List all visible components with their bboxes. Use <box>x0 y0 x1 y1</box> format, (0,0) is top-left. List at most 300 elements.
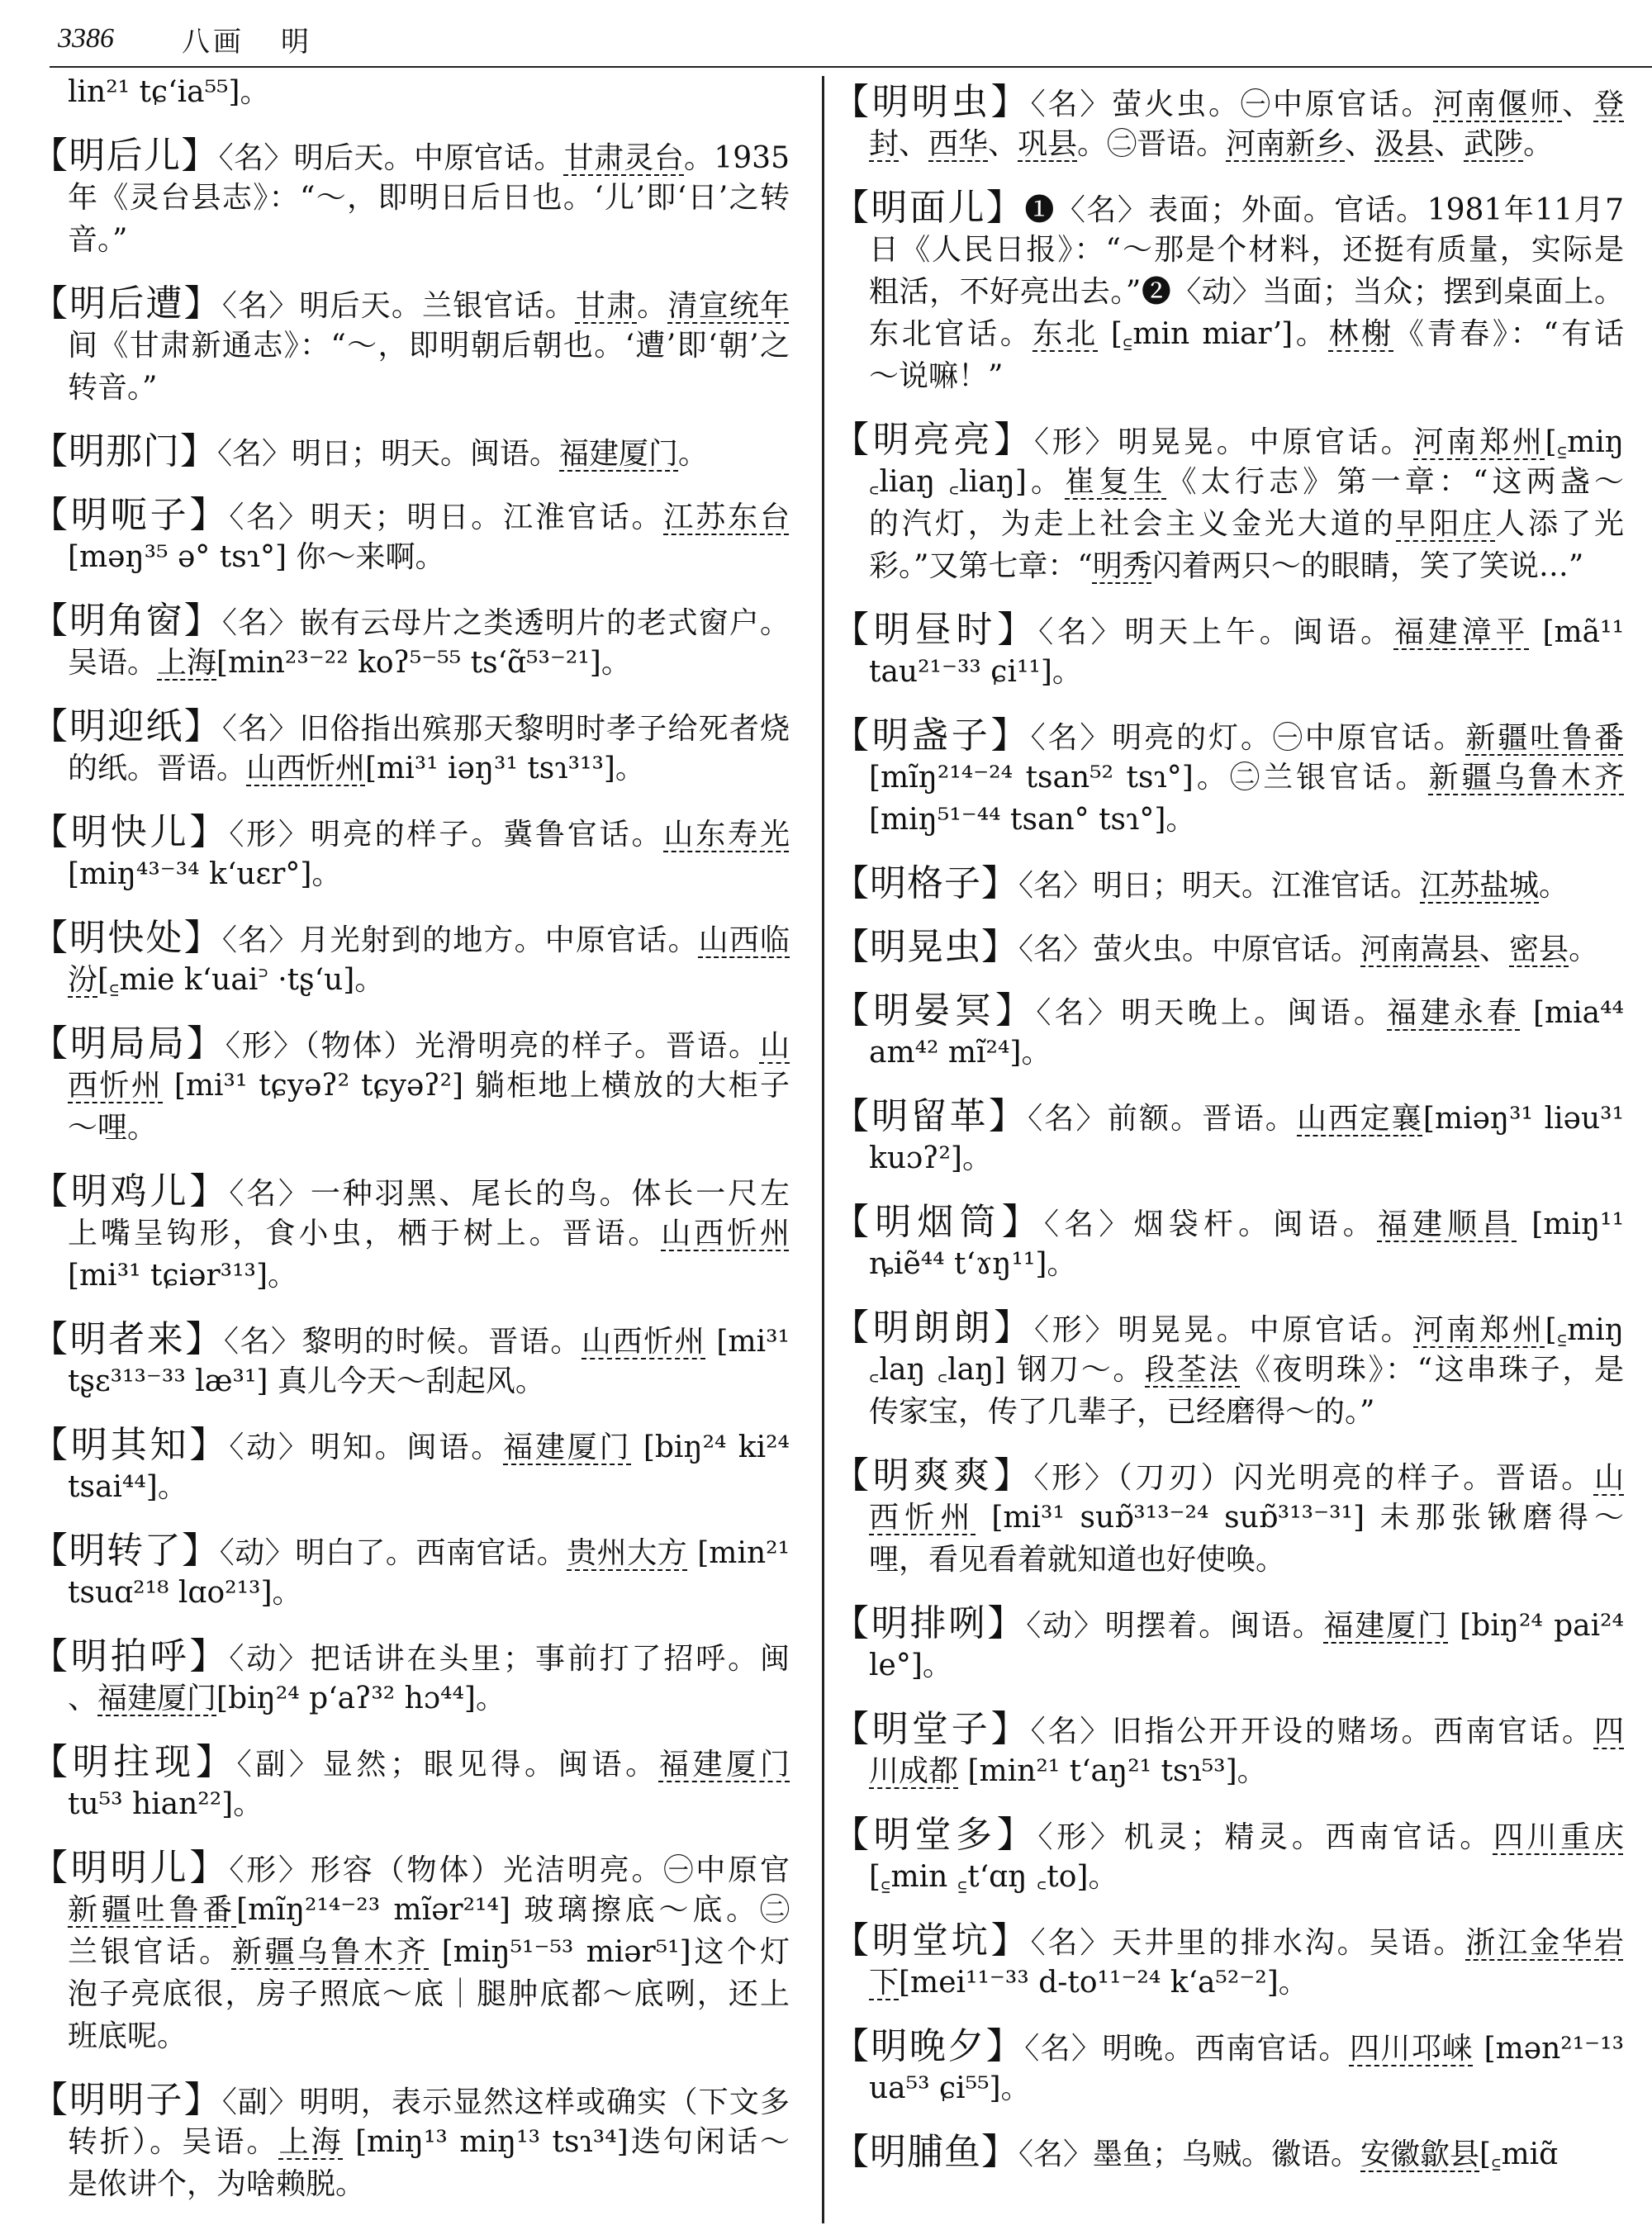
definition-text: [məŋ³⁵ ə° tsɿ°] 你～来啊。 <box>68 540 445 574</box>
headword: 【明烟筒】 <box>833 1201 1044 1243</box>
dictionary-entry <box>31 917 790 1001</box>
entry-line <box>31 1107 790 1149</box>
headword: 【明晃虫】 <box>833 926 1018 968</box>
place-name: 福建永春 <box>1387 996 1521 1030</box>
entry-line <box>31 811 790 853</box>
entry-line <box>31 1530 790 1572</box>
definition-text: [mi³¹ iəŋ³¹ tsɿ³¹³]。 <box>365 752 645 785</box>
entry-line <box>833 229 1624 271</box>
definition-text: 。1935 <box>684 141 790 175</box>
entry-line <box>833 1856 1624 1898</box>
definition-text: [biŋ²⁴ pai²⁴ <box>1448 1609 1624 1643</box>
place-name: 山西忻州 <box>582 1325 706 1359</box>
definition-text: [꜁miŋ <box>1545 425 1624 459</box>
place-name: 贵州大方 <box>567 1536 688 1570</box>
definition-text: [mi³¹ suɒ̃³¹³⁻²⁴ suɒ̃³¹³⁻³¹] 未那张锹磨得～ <box>976 1501 1624 1535</box>
headword: 【明那门】 <box>31 430 217 472</box>
dictionary-entry <box>833 714 1624 841</box>
entry-line <box>833 714 1624 757</box>
entry-line <box>833 187 1624 229</box>
headword: 【明快儿】 <box>31 811 230 853</box>
entry-line <box>31 1847 790 1889</box>
place-name: 江苏盐城 <box>1420 869 1540 903</box>
entry-line <box>31 1635 790 1677</box>
definition-text: lin²¹ tɕʻia⁵⁵]。 <box>68 75 270 109</box>
dictionary-entry <box>31 2079 790 2205</box>
place-name: 上海 <box>157 646 217 680</box>
place-name: 新疆乌鲁木齐 <box>1428 761 1624 795</box>
place-name: 巩县 <box>1018 127 1078 161</box>
place-name: 河南新乡 <box>1226 127 1346 161</box>
definition-text: 〈形〉明晃晃。中原官话。 <box>1033 425 1414 459</box>
headword: 【明角窗】 <box>31 600 222 642</box>
place-name: 山 <box>1593 1461 1624 1495</box>
headword: 【明快处】 <box>31 917 222 959</box>
entry-line <box>31 2163 790 2205</box>
stroke-section: 八画 <box>182 25 244 59</box>
definition-text: 转音。” <box>68 371 158 405</box>
entry-line <box>833 1497 1624 1539</box>
definition-text: tau²¹⁻³³ ɕi¹¹]。 <box>869 655 1082 689</box>
definition-text: 、 <box>988 127 1018 161</box>
definition-text: [biŋ²⁴ ki²⁴ <box>631 1431 790 1464</box>
entry-line <box>31 1889 790 1931</box>
definition-text: [mia⁴⁴ <box>1520 996 1624 1030</box>
entry-line <box>833 651 1624 693</box>
entry-line <box>833 1307 1624 1349</box>
definition-text: 〈名〉明日；明天。江淮官话。 <box>1018 869 1421 903</box>
entry-line <box>833 2067 1624 2109</box>
definition-text: 。㊁晋语。 <box>1077 127 1227 161</box>
entry-line <box>833 1708 1624 1750</box>
place-name: 封 <box>869 127 900 161</box>
dictionary-entry <box>31 1022 790 1149</box>
definition-text: [mən²¹⁻¹³ <box>1473 2032 1624 2066</box>
definition-text: 〈名〉明天晚上。闽语。 <box>1036 996 1388 1030</box>
definition-text: kuɔʔ²]。 <box>869 1141 992 1175</box>
entry-line <box>833 1137 1624 1179</box>
definition-text: 是侬讲个，为啥赖脱。 <box>68 2167 366 2201</box>
place-name: 汲县 <box>1374 127 1435 161</box>
place-name: 登 <box>1593 88 1624 121</box>
definition-text: 〈名〉一种羽黑、尾长的鸟。体长一尺左 <box>229 1177 790 1211</box>
definition-text: [min²¹ <box>687 1536 790 1570</box>
entry-line <box>31 1677 790 1720</box>
definition-text: 《夜明珠》：“这串珠子，是 <box>1240 1353 1624 1387</box>
definition-text: 泡子亮底很，房子照底～底｜腿肿底都～底咧，还上 <box>68 1977 790 2011</box>
place-name: 山西临 <box>698 923 790 957</box>
headword: 【明鸡儿】 <box>31 1170 230 1212</box>
entry-line <box>833 1201 1624 1243</box>
entry-line <box>31 367 790 409</box>
entry-line <box>833 81 1624 123</box>
definition-text: [miŋ¹¹ <box>1517 1208 1624 1241</box>
place-name: 川成都 <box>869 1754 959 1788</box>
place-name: 甘肃灵台 <box>563 141 685 175</box>
definition-text: [miŋ⁵¹⁻⁵³ miər⁵¹]这个灯 <box>429 1935 790 1969</box>
headword: 【明面儿】 <box>833 187 1025 229</box>
entry-line <box>833 862 1624 904</box>
definition-text: 〈名〉月光射到的地方。中原官话。 <box>221 923 699 957</box>
dictionary-entry <box>31 282 790 409</box>
place-name: 福建漳平 <box>1393 615 1530 649</box>
definition-text: tʂɛ³¹³⁻³³ læ³¹] 真儿今天～刮起风。 <box>68 1364 545 1398</box>
definition-text: ～哩。 <box>68 1111 158 1145</box>
place-name: 西忻州 <box>869 1501 976 1535</box>
entry-line <box>31 642 790 684</box>
headword: 【明留革】 <box>833 1095 1028 1137</box>
entry-line <box>31 71 790 113</box>
entry-line <box>31 2121 790 2163</box>
definition-text: 〈名〉明日；明天。闽语。 <box>217 437 560 471</box>
definition-text: [min²¹ tʻaŋ²¹ tsɿ⁵³]。 <box>958 1754 1267 1788</box>
dictionary-entry <box>833 187 1624 397</box>
definition-text: 兰银官话。 <box>68 1935 232 1969</box>
headword: 【明明虫】 <box>833 81 1031 123</box>
headword: 【明昼时】 <box>833 609 1039 651</box>
place-name: 山西定襄 <box>1297 1102 1423 1136</box>
headword: 【明晚夕】 <box>833 2025 1025 2067</box>
dictionary-entry <box>833 862 1624 904</box>
headword: 【明者来】 <box>31 1318 224 1360</box>
place-name: 河南郑州 <box>1413 425 1545 459</box>
definition-text: [mi³¹ <box>705 1325 790 1359</box>
definition-text: 闪着两只～的眼睛，笑了笑说…” <box>1151 549 1584 583</box>
definition-text: [mã¹¹ <box>1529 615 1624 649</box>
entry-line <box>31 959 790 1001</box>
page-number: 3386 <box>58 23 114 54</box>
definition-text: 转折）。吴语。 <box>68 2125 279 2159</box>
definition-text: 音。” <box>68 223 128 257</box>
entry-line <box>833 1644 1624 1687</box>
headword: 【明转了】 <box>31 1530 220 1572</box>
definition-text: 。 <box>637 289 668 323</box>
definition-text: 〈名〉嵌有云母片之类透明片的老式窗户。 <box>221 606 790 640</box>
definition-text: am⁴² mĩ²⁴]。 <box>869 1036 1051 1070</box>
entry-line <box>833 926 1624 968</box>
place-name: 甘肃 <box>575 289 638 323</box>
definition-text: 〈名〉墨鱼；乌贼。徽语。 <box>1018 2137 1361 2171</box>
entry-line <box>833 1602 1624 1644</box>
place-name: 新疆乌鲁木齐 <box>231 1935 430 1969</box>
place-name: 河南偃师 <box>1433 88 1563 121</box>
definition-text: le°]。 <box>869 1649 952 1682</box>
definition-text: 〈形〉（刀刃）闪光明亮的样子。晋语。 <box>1033 1461 1594 1495</box>
place-name: 西忻州 <box>68 1069 164 1103</box>
definition-text: 〈名〉黎明的时候。晋语。 <box>223 1325 582 1359</box>
left-column <box>31 71 790 2205</box>
definition-text: 〈副〉明明，表示显然这样或确实（下文多 <box>221 2085 790 2119</box>
definition-text: 、 <box>68 1682 98 1715</box>
place-name: 福建厦门 <box>503 1431 632 1464</box>
definition-text: 吴语。 <box>68 646 158 680</box>
entry-line <box>833 1454 1624 1497</box>
definition-text: 传家宝，传了几辈子，已经磨得～的。” <box>869 1395 1375 1429</box>
entry-line <box>31 600 790 642</box>
definition-text: 、 <box>899 127 929 161</box>
dictionary-entry <box>833 1919 1624 2004</box>
definition-text: 〈动〉明摆着。闽语。 <box>1026 1609 1324 1643</box>
entry-line <box>833 355 1624 397</box>
definition-text: [꜁min ꜁tʻɑŋ ꜀to]。 <box>869 1860 1118 1894</box>
headword: 【明明子】 <box>31 2079 222 2121</box>
definition-text: 〈名〉前额。晋语。 <box>1028 1102 1298 1136</box>
entry-line <box>833 2025 1624 2067</box>
headword: 【明脯鱼】 <box>833 2131 1018 2173</box>
entry-line <box>31 1360 790 1402</box>
definition-text: ua⁵³ ɕi⁵⁵]。 <box>869 2071 1031 2105</box>
entry-line <box>833 989 1624 1032</box>
place-name: 新疆吐鲁番 <box>1465 721 1624 755</box>
definition-text: 〈名〉旧指公开开设的赌场。西南官话。 <box>1030 1715 1594 1748</box>
definition-text: 、 <box>1345 127 1375 161</box>
headword: 【明排咧】 <box>833 1602 1027 1644</box>
dictionary-entry <box>31 811 790 895</box>
place-name: 林榭 <box>1328 317 1394 351</box>
entry-line <box>31 1741 790 1783</box>
place-name: 江苏东台 <box>663 501 790 534</box>
definition-text: 〈名〉天井里的排水沟。吴语。 <box>1030 1926 1466 1960</box>
place-name: 四 <box>1593 1715 1624 1748</box>
dictionary-entry <box>833 1201 1624 1285</box>
dictionary-entry <box>833 1708 1624 1792</box>
headword: 【明其知】 <box>31 1424 230 1466</box>
place-name: 福建厦门 <box>559 437 679 471</box>
place-name: 武陟 <box>1464 127 1524 161</box>
definition-text: [꜁miɑ̃ <box>1479 2137 1559 2171</box>
dictionary-entry <box>833 1602 1624 1687</box>
entry-line <box>833 545 1624 587</box>
entry-line <box>31 1318 790 1360</box>
definition-text: 〈名〉旧俗指出殡那天黎明时孝子给死者烧 <box>221 712 790 746</box>
definition-text: [mĩŋ²¹⁴⁻²⁴ tsan⁵² tsɿ°]。㊁兰银官话。 <box>869 761 1429 795</box>
definition-text: 。 <box>1569 932 1599 966</box>
definition-text: 〈名〉明晚。西南官话。 <box>1024 2032 1350 2066</box>
dictionary-entry <box>833 1814 1624 1898</box>
definition-text: [꜁mie kʻuai꜄ ·tʂʻu]。 <box>97 963 385 997</box>
definition-text: 《青春》：“有话 <box>1393 317 1624 351</box>
definition-text: 〈形〉明亮的样子。冀鲁官话。 <box>229 818 664 852</box>
entry-line <box>833 1095 1624 1137</box>
radical-character: 明 <box>281 25 309 59</box>
definition-text: 〈名〉萤火虫。中原官话。 <box>1018 932 1361 966</box>
entry-line <box>833 419 1624 461</box>
definition-text: 粗活，不好亮出去。”❷〈动〉当面；当众；摆到桌面上。 <box>869 275 1624 309</box>
entry-line <box>833 461 1624 503</box>
headword: 【明堂坑】 <box>833 1919 1031 1962</box>
place-name: 四川重庆 <box>1493 1820 1624 1854</box>
place-name: 山 <box>759 1029 790 1063</box>
definition-text: 〈名〉明后天。兰银官话。 <box>221 289 576 323</box>
definition-text: 〈名〉明后天。中原官话。 <box>218 141 564 175</box>
definition-text: [꜁miŋ <box>1545 1313 1624 1347</box>
entry-line <box>31 494 790 536</box>
dictionary-entry <box>31 1530 790 1614</box>
definition-text: ꜀liaŋ ꜀liaŋ]。 <box>869 465 1066 499</box>
definition-text: tu⁵³ hian²²]。 <box>68 1787 263 1821</box>
definition-text: 、 <box>1434 127 1464 161</box>
definition-text: 。 <box>1523 127 1554 161</box>
dictionary-entry <box>833 2131 1624 2173</box>
entry-line <box>31 705 790 747</box>
dictionary-entry <box>31 430 790 472</box>
entry-line <box>31 1170 790 1212</box>
entry-line <box>833 1243 1624 1285</box>
definition-text: 〈名〉明亮的灯。㊀中原官话。 <box>1030 721 1466 755</box>
definition-text: 哩，看见看着就知道也好使唤。 <box>869 1543 1286 1577</box>
headword: 【明明儿】 <box>31 1847 230 1889</box>
place-name: 福建厦门 <box>97 1682 217 1715</box>
place-name: 浙江金华岩 <box>1465 1926 1624 1960</box>
entry-line <box>833 1349 1624 1391</box>
dictionary-entry <box>31 1847 790 2057</box>
definition-text: [꜁min miarʼ]。 <box>1098 317 1329 351</box>
place-name: 福建顺昌 <box>1377 1208 1517 1241</box>
entry-line <box>31 1973 790 2015</box>
entry-line <box>833 1750 1624 1792</box>
definition-text: [miŋ⁴³⁻³⁴ kʻuɛr°]。 <box>68 857 342 891</box>
place-name: 东北 <box>1032 317 1099 351</box>
place-name: 山东寿光 <box>663 818 790 852</box>
headword: 【明亮亮】 <box>833 419 1034 461</box>
entry-line <box>833 757 1624 799</box>
entry-line <box>31 1572 790 1614</box>
definition-text: 人添了光 <box>1495 507 1624 541</box>
definition-text: 彩。”又第七章：“ <box>869 549 1093 583</box>
entry-line <box>31 1783 790 1825</box>
place-name: 山西忻州 <box>246 752 366 785</box>
entry-line <box>31 2015 790 2057</box>
definition-text: [mei¹¹⁻³³ d-to¹¹⁻²⁴ kʻa⁵²⁻²]。 <box>899 1966 1308 2000</box>
dictionary-entry <box>31 135 790 261</box>
entry-line <box>833 1032 1624 1074</box>
definition-text: 间《甘肃新通志》：“～，即明朝后朝也。‘遭’即‘朝’之 <box>68 329 790 363</box>
definition-text: 、 <box>1562 88 1594 121</box>
entry-line <box>833 1539 1624 1581</box>
entry-line <box>833 313 1624 355</box>
entry-line <box>31 917 790 959</box>
entry-line <box>31 135 790 177</box>
dictionary-entry <box>31 1424 790 1508</box>
definition-text: 〈名〉明天；明日。江淮官话。 <box>229 501 664 534</box>
dictionary-entry <box>31 705 790 790</box>
entry-line <box>31 282 790 325</box>
place-name: 山西忻州 <box>661 1217 790 1250</box>
headword: 【明堂多】 <box>833 1814 1038 1856</box>
definition-text: tsuɑ²¹⁸ lɑo²¹³]。 <box>68 1576 302 1610</box>
definition-text: 〈副〉显然；眼见得。闽语。 <box>236 1748 659 1782</box>
entry-line <box>31 177 790 219</box>
definition-text: 日《人民日报》：“～那是个材料，还挺有质量，实际是 <box>869 233 1624 267</box>
page-header <box>58 18 309 59</box>
headword: 【明格子】 <box>833 862 1018 904</box>
headword: 【明迎纸】 <box>31 705 222 747</box>
entry-line <box>31 536 790 578</box>
definition-text: 〈动〉把话讲在头里；事前打了招呼。闽 <box>229 1642 790 1676</box>
definition-text: 〈名〉萤火虫。㊀中原官话。 <box>1030 88 1434 121</box>
dictionary-entry <box>31 600 790 684</box>
right-column <box>833 81 1624 2173</box>
place-name: 清宣统年 <box>667 289 790 323</box>
entry-line <box>31 1466 790 1508</box>
definition-text: [miŋ¹³ miŋ¹³ tsɿ³⁴]迭句闲话～ <box>343 2125 790 2159</box>
entry-line <box>31 325 790 367</box>
definition-text: ～说嘛！” <box>869 359 1004 393</box>
headword: 【明堂子】 <box>833 1708 1031 1750</box>
entry-line <box>31 1255 790 1297</box>
header-rule <box>50 66 1652 68</box>
entry-line <box>31 1931 790 1973</box>
headword: 【明局局】 <box>31 1022 225 1065</box>
definition-text: [biŋ²⁴ pʻaʔ³² hɔ⁴⁴]。 <box>216 1682 506 1715</box>
headword: 【明后儿】 <box>31 135 219 177</box>
entry-line <box>31 430 790 472</box>
headword: 【明呃子】 <box>31 494 230 536</box>
dictionary-entry <box>833 609 1624 693</box>
place-name: 安徽歙县 <box>1360 2137 1480 2171</box>
entry-line <box>31 1065 790 1107</box>
column-divider <box>822 76 824 2223</box>
definition-text: 〈形〉机灵；精灵。西南官话。 <box>1037 1820 1493 1854</box>
entry-line <box>833 1962 1624 2004</box>
definition-text: tsai⁴⁴]。 <box>68 1470 188 1504</box>
dictionary-entry <box>833 1307 1624 1433</box>
dictionary-entry <box>833 989 1624 1074</box>
entry-line <box>833 1919 1624 1962</box>
definition-text: [mĩŋ²¹⁴⁻²³ mĩər²¹⁴] 玻璃擦底～底。㊁ <box>236 1893 790 1927</box>
place-name: 上海 <box>278 2125 344 2159</box>
entry-line <box>31 1022 790 1065</box>
place-name: 河南郑州 <box>1413 1313 1545 1347</box>
dictionary-entry <box>31 1170 790 1297</box>
definition-text: 〈动〉明白了。西南官话。 <box>219 1536 567 1570</box>
definition-text: 东北官话。 <box>869 317 1033 351</box>
definition-text: 〈形〉明晃晃。中原官话。 <box>1033 1313 1414 1347</box>
definition-text: 。 <box>1539 869 1569 903</box>
place-name: 四川邛崃 <box>1349 2032 1474 2066</box>
place-name: 福建厦门 <box>1323 1609 1449 1643</box>
entry-line <box>31 747 790 790</box>
definition-text: 的汽灯，为走上社会主义金光大道的 <box>869 507 1397 541</box>
dictionary-entry <box>833 926 1624 968</box>
entry-line <box>833 609 1624 651</box>
dictionary-entry <box>31 494 790 578</box>
entry-line <box>31 1424 790 1466</box>
entry-line <box>833 2131 1624 2173</box>
continued-entry <box>31 71 790 113</box>
definition-text: 班底呢。 <box>68 2019 188 2053</box>
definition-text: 的纸。晋语。 <box>68 752 247 785</box>
place-name: 段荃法 <box>1145 1353 1241 1387</box>
definition-text: [mi³¹ tɕiər³¹³]。 <box>68 1259 297 1293</box>
definition-text: 〈动〉明知。闽语。 <box>229 1431 504 1464</box>
dictionary-entry <box>833 1095 1624 1179</box>
definition-text: ꜀laŋ ꜀laŋ] 钢刀～。 <box>869 1353 1145 1387</box>
entry-line <box>31 853 790 895</box>
dictionary-entry <box>833 2025 1624 2109</box>
entry-line <box>31 219 790 261</box>
headword: 【明朗朗】 <box>833 1307 1034 1349</box>
dictionary-entry <box>833 81 1624 165</box>
headword: 【明盏子】 <box>833 714 1031 757</box>
dictionary-entry <box>31 1635 790 1720</box>
definition-text: [min²³⁻²² koʔ⁵⁻⁵⁵ tsʻɑ̃⁵³⁻²¹]。 <box>216 646 631 680</box>
definition-text: 〈名〉烟袋杆。闽语。 <box>1043 1208 1378 1241</box>
headword: 【明拄现】 <box>31 1741 237 1783</box>
entry-line <box>833 1391 1624 1433</box>
definition-text: [miŋ⁵¹⁻⁴⁴ tsan° tsɿ°]。 <box>869 803 1196 837</box>
entry-line <box>31 1212 790 1255</box>
